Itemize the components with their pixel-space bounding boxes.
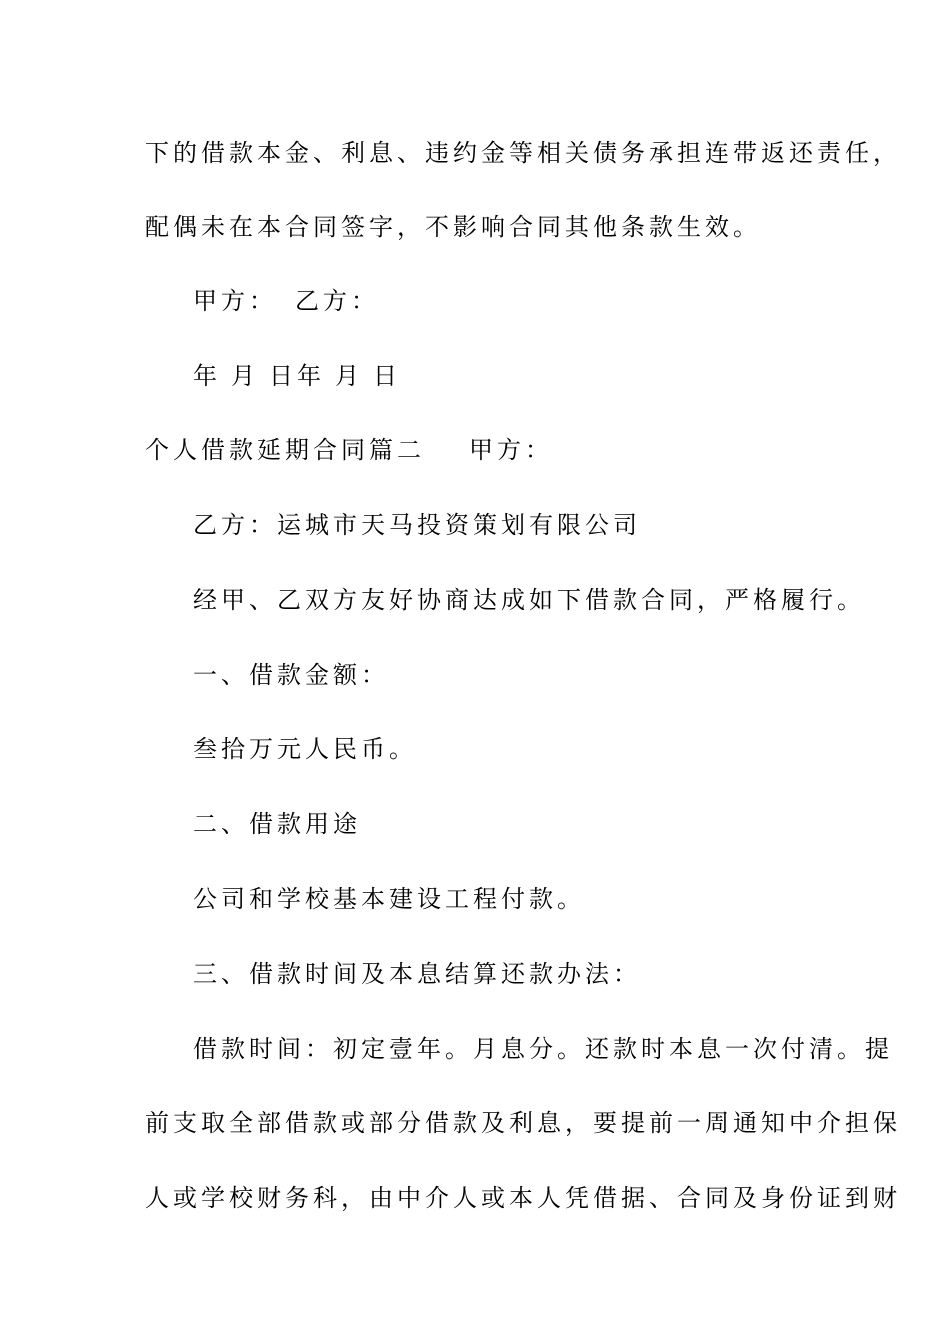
agreement-intro: 经甲、乙双方友好协商达成如下借款合同，严格履行。 <box>193 586 865 614</box>
clause-2-heading: 二、借款用途 <box>193 810 361 838</box>
date-day-b: 日 <box>373 362 401 390</box>
party-b-label: 乙方： <box>295 287 379 315</box>
date-day-year: 日年 <box>269 362 325 390</box>
signature-date-line <box>193 360 810 392</box>
clause-1-body: 叁拾万元人民币。 <box>193 735 417 763</box>
paragraph-line-2: 配偶未在本合同签字，不影响合同其他条款生效。 <box>145 213 761 241</box>
party-a-label: 甲方： <box>193 287 277 315</box>
signature-parties-line <box>193 285 810 317</box>
date-year-a: 年 <box>193 362 221 390</box>
section-title-line <box>145 434 810 466</box>
section-title: 个人借款延期合同篇二 <box>145 436 425 464</box>
party-b-line: 乙方：运城市天马投资策划有限公司 <box>193 511 641 539</box>
paragraph-line-1: 下的借款本金、利息、违约金等相关债务承担连带返还责任， <box>145 139 901 167</box>
clause-3-body-line-3: 人或学校财务科，由中介人或本人凭借据、合同及身份证到财 <box>145 1184 901 1212</box>
clause-2-body: 公司和学校基本建设工程付款。 <box>193 885 585 913</box>
party-a-label-2: 甲方： <box>469 436 553 464</box>
date-month-a: 月 <box>231 362 259 390</box>
clause-3-body-line-1: 借款时间：初定壹年。月息分。还款时本息一次付清。提 <box>193 1035 893 1063</box>
clause-3-body-line-2: 前支取全部借款或部分借款及利息，要提前一周通知中介担保 <box>145 1109 901 1137</box>
date-month-b: 月 <box>335 362 363 390</box>
clause-1-heading: 一、借款金额： <box>193 661 389 689</box>
clause-3-heading: 三、借款时间及本息结算还款办法： <box>193 960 641 988</box>
